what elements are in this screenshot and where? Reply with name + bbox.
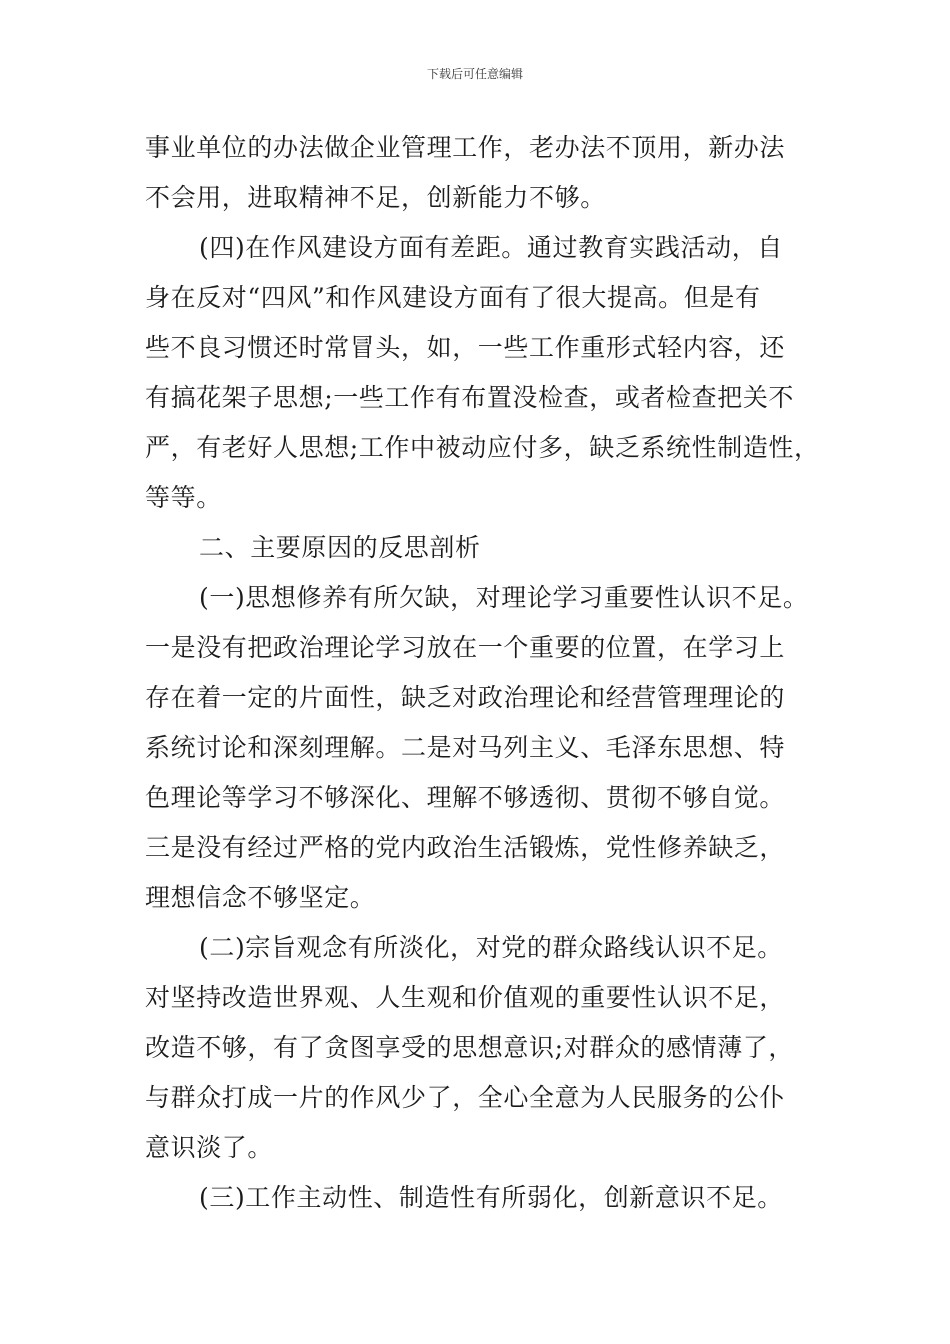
text-line: 三是没有经过严格的党内政治生活锻炼，党性修养缺乏， [145, 833, 786, 862]
text-line: 些不良习惯还时常冒头，如，一些工作重形式轻内容，还 [145, 333, 786, 362]
text-line: 与群众打成一片的作风少了，全心全意为人民服务的公仆 [145, 1083, 786, 1112]
text-line: 存在着一定的片面性，缺乏对政治理论和经营管理理论的 [145, 683, 786, 712]
text-line: 有搞花架子思想;一些工作有布置没检查，或者检查把关不 [145, 383, 795, 412]
text-line: 一是没有把政治理论学习放在一个重要的位置，在学习上 [145, 633, 786, 662]
section-heading: 二、主要原因的反思剖析 [199, 533, 481, 562]
text-line: 色理论等学习不够深化、理解不够透彻、贯彻不够自觉。 [145, 783, 786, 812]
text-line: 系统讨论和深刻理解。二是对马列主义、毛泽东思想、特 [145, 733, 786, 762]
text-line: 意识淡了。 [145, 1133, 274, 1162]
text-line: 不会用，进取精神不足，创新能力不够。 [145, 183, 606, 212]
text-line: 事业单位的办法做企业管理工作，老办法不顶用，新办法 [145, 133, 786, 162]
text-line: 等等。 [145, 483, 222, 512]
text-line: 严，有老好人思想;工作中被动应付多，缺乏系统性制造性， [145, 433, 820, 462]
text-line: (二)宗旨观念有所淡化，对党的群众路线认识不足。 [199, 933, 783, 962]
text-line: (一)思想修养有所欠缺，对理论学习重要性认识不足。 [199, 583, 809, 612]
page-header-note: 下载后可任意编辑 [426, 67, 523, 81]
text-line: 对坚持改造世界观、人生观和价值观的重要性认识不足， [145, 983, 786, 1012]
text-line: 改造不够，有了贪图享受的思想意识;对群众的感情薄了， [145, 1033, 795, 1062]
text-line: 理想信念不够坚定。 [145, 883, 376, 912]
text-line: (四)在作风建设方面有差距。通过教育实践活动，自 [199, 233, 783, 262]
text-line: (三)工作主动性、制造性有所弱化，创新意识不足。 [199, 1183, 783, 1212]
text-line: 身在反对“四风”和作风建设方面有了很大提高。但是有 [145, 283, 761, 312]
